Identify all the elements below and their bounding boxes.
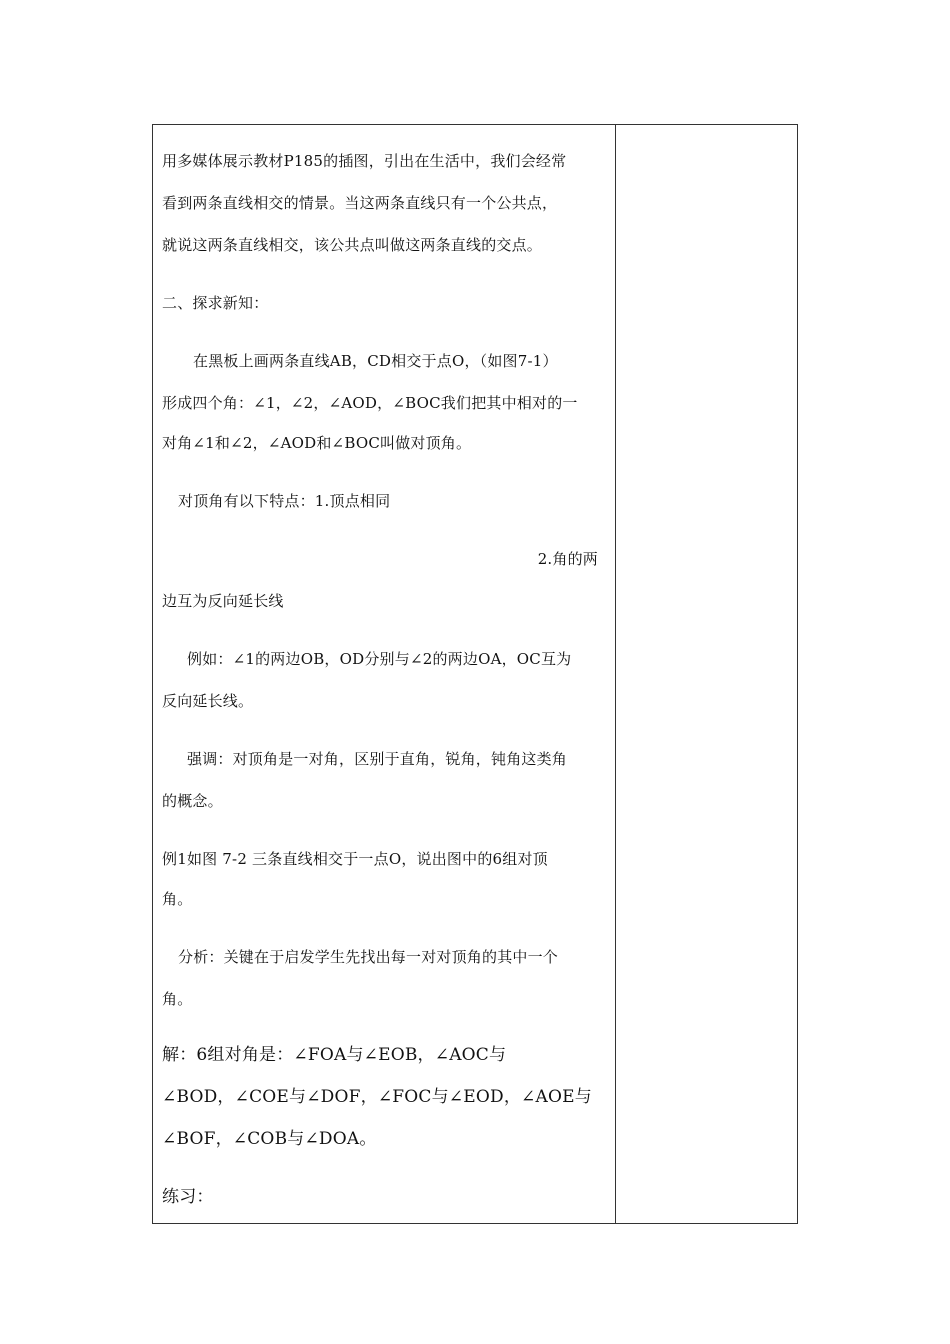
notes-cell (616, 125, 797, 1223)
text-line: 分析：关键在于启发学生先找出每一对对顶角的其中一个 (178, 948, 559, 966)
text-line: 2.角的两 (537, 550, 598, 568)
text-line: 在黑板上画两条直线AB，CD相交于点O，（如图7-1） (193, 352, 558, 370)
text-line: 例1如图 7-2 三条直线相交于一点O，说出图中的6组对顶 (162, 850, 548, 868)
text-line: 例如：∠1的两边OB，OD分别与∠2的两边OA，OC互为 (187, 650, 572, 668)
text-line: 反向延长线。 (162, 692, 254, 710)
section-heading: 二、探求新知： (162, 294, 269, 312)
text-line: ∠BOD，∠COE与∠DOF，∠FOC与∠EOD，∠AOE与 (162, 1087, 592, 1107)
section-heading: 练习： (162, 1187, 214, 1207)
lesson-content-cell (153, 125, 615, 1223)
text-line: 强调：对顶角是一对角，区别于直角，锐角，钝角这类角 (187, 750, 568, 768)
text-line: 对角∠1和∠2，∠AOD和∠BOC叫做对顶角。 (162, 434, 472, 452)
text-line: 角。 (162, 990, 193, 1008)
text-line: 对顶角有以下特点：1.顶点相同 (178, 492, 391, 510)
text-line: 的概念。 (162, 792, 223, 810)
text-line: ∠BOF，∠COB与∠DOA。 (162, 1129, 377, 1149)
text-line: 边互为反向延长线 (162, 592, 284, 610)
text-line: 形成四个角：∠1，∠2，∠AOD，∠BOC我们把其中相对的一 (162, 394, 578, 412)
lesson-table (152, 124, 798, 1224)
text-line: 看到两条直线相交的情景。当这两条直线只有一个公共点， (162, 194, 558, 212)
text-line: 用多媒体展示教材P185的插图，引出在生活中，我们会经常 (162, 152, 567, 170)
text-line: 就说这两条直线相交，该公共点叫做这两条直线的交点。 (162, 236, 543, 254)
text-line: 解：6组对角是：∠FOA与∠EOB，∠AOC与 (162, 1045, 507, 1065)
text-line: 角。 (162, 890, 193, 908)
